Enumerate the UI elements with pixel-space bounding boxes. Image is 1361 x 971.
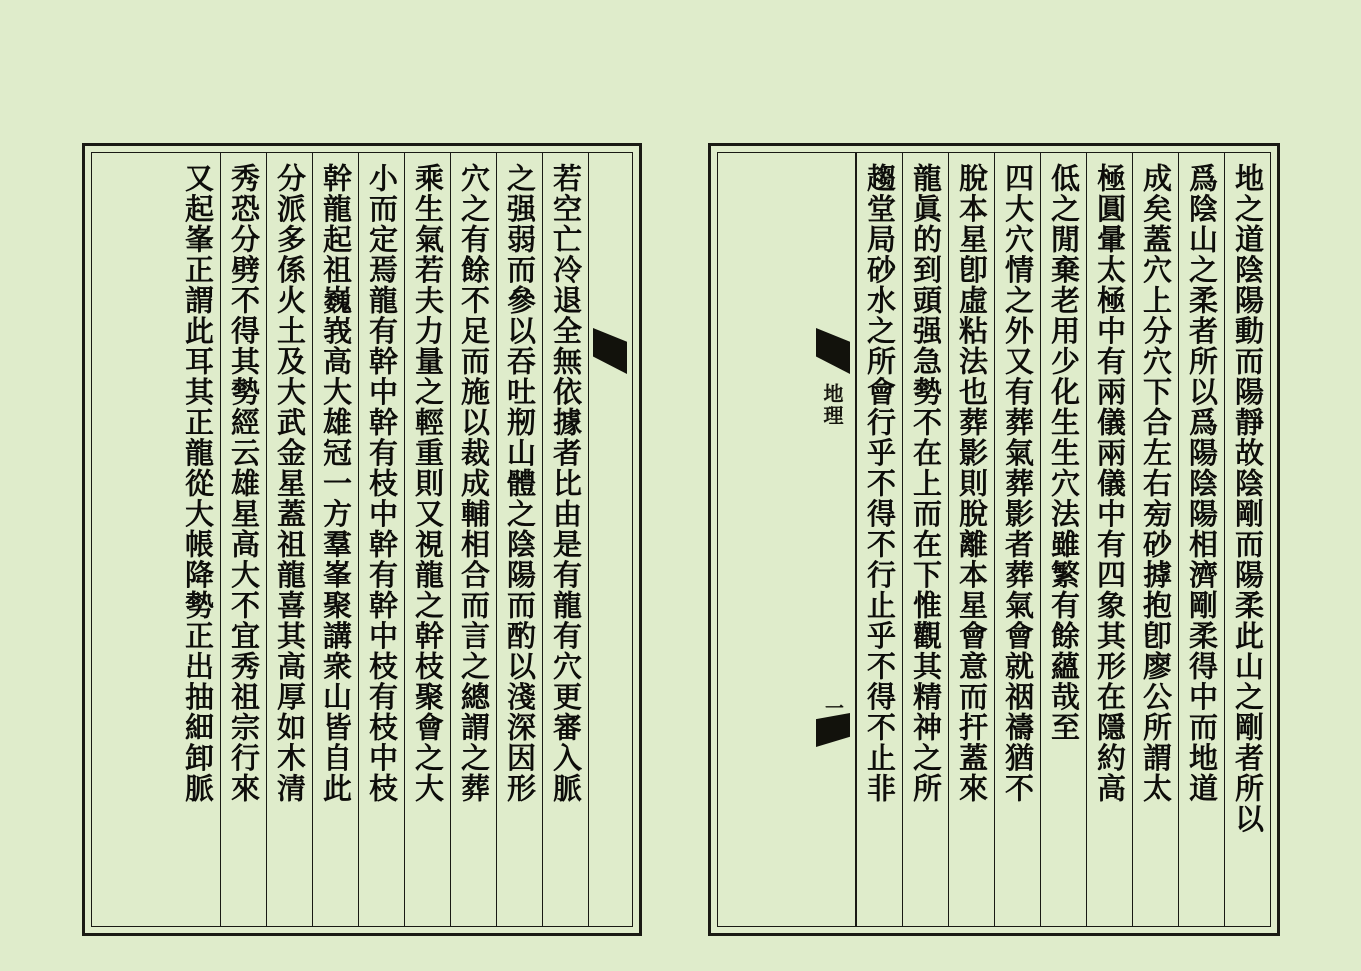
left-page-text-block xyxy=(91,152,633,927)
text-column: 成矣蓋穴上分穴下合左右㫄砂摢抱卽廖公所謂太 xyxy=(1132,153,1178,926)
right-page xyxy=(708,143,1280,936)
fold-mark-icon xyxy=(593,328,627,374)
fold-strip xyxy=(812,153,856,926)
text-column: 又起峯正謂此耳其正龍從大帳降勢正出抽細卸脈 xyxy=(181,163,215,804)
text-column: 之强弱而參以吞吐剏山體之陰陽而酌以淺深因形 xyxy=(496,153,542,926)
text-column: 爲陰山之柔者所以爲陽陰陽相濟剛柔得中而地道 xyxy=(1178,153,1224,926)
text-column: 穴之有餘不足而施以裁成輔相合而言之總謂之葬 xyxy=(450,153,496,926)
text-column: 低之閒棄老用少化生生穴法雖繁有餘蘊哉至 xyxy=(1040,153,1086,926)
text-column: 分派多係火土及大武金星蓋祖龍喜其高厚如木清 xyxy=(266,153,312,926)
text-column: 小而定焉龍有幹中幹有枝中幹有幹中枝有枝中枝 xyxy=(358,153,404,926)
fold-strip xyxy=(588,153,632,926)
text-column: 乘生氣若夫力量之輕重則又視龍之幹枝聚會之大 xyxy=(404,153,450,926)
fold-mark-icon xyxy=(816,713,850,747)
text-column: 脫本星卽虛粘法也葬影則脫離本星會意而扞蓋來 xyxy=(948,153,994,926)
text-column: 地之道陰陽動而陽靜故陰剛而陽柔此山之剛者所以 xyxy=(1224,153,1270,926)
text-column: 趨堂局砂水之所會行乎不得不行止乎不得不止非 xyxy=(856,153,902,926)
text-column: 秀恐分劈不得其勢經云雄星高大不宜秀祖宗行來 xyxy=(220,153,266,926)
fold-page-number: 一 xyxy=(822,698,844,717)
text-column: 若空亡冷退全無依據者比由是有龍有穴更審入脈 xyxy=(542,153,588,926)
text-column: 極圓暈太極中有兩儀兩儀中有四象其形在隱約高 xyxy=(1086,153,1132,926)
right-page-text-block xyxy=(717,152,1271,927)
text-column: 龍眞的到頭强急勢不在上而在下惟觀其精神之所 xyxy=(902,153,948,926)
text-column: 四大穴情之外又有葬氣葬影者葬氣會就䄄禱猶不 xyxy=(994,153,1040,926)
left-page xyxy=(82,143,642,936)
text-column: 幹龍起祖巍峩高大雄冠一方羣峯聚講衆山皆自此 xyxy=(312,153,358,926)
fold-mark-icon xyxy=(816,328,850,374)
fold-title: 地理 xyxy=(820,383,844,427)
